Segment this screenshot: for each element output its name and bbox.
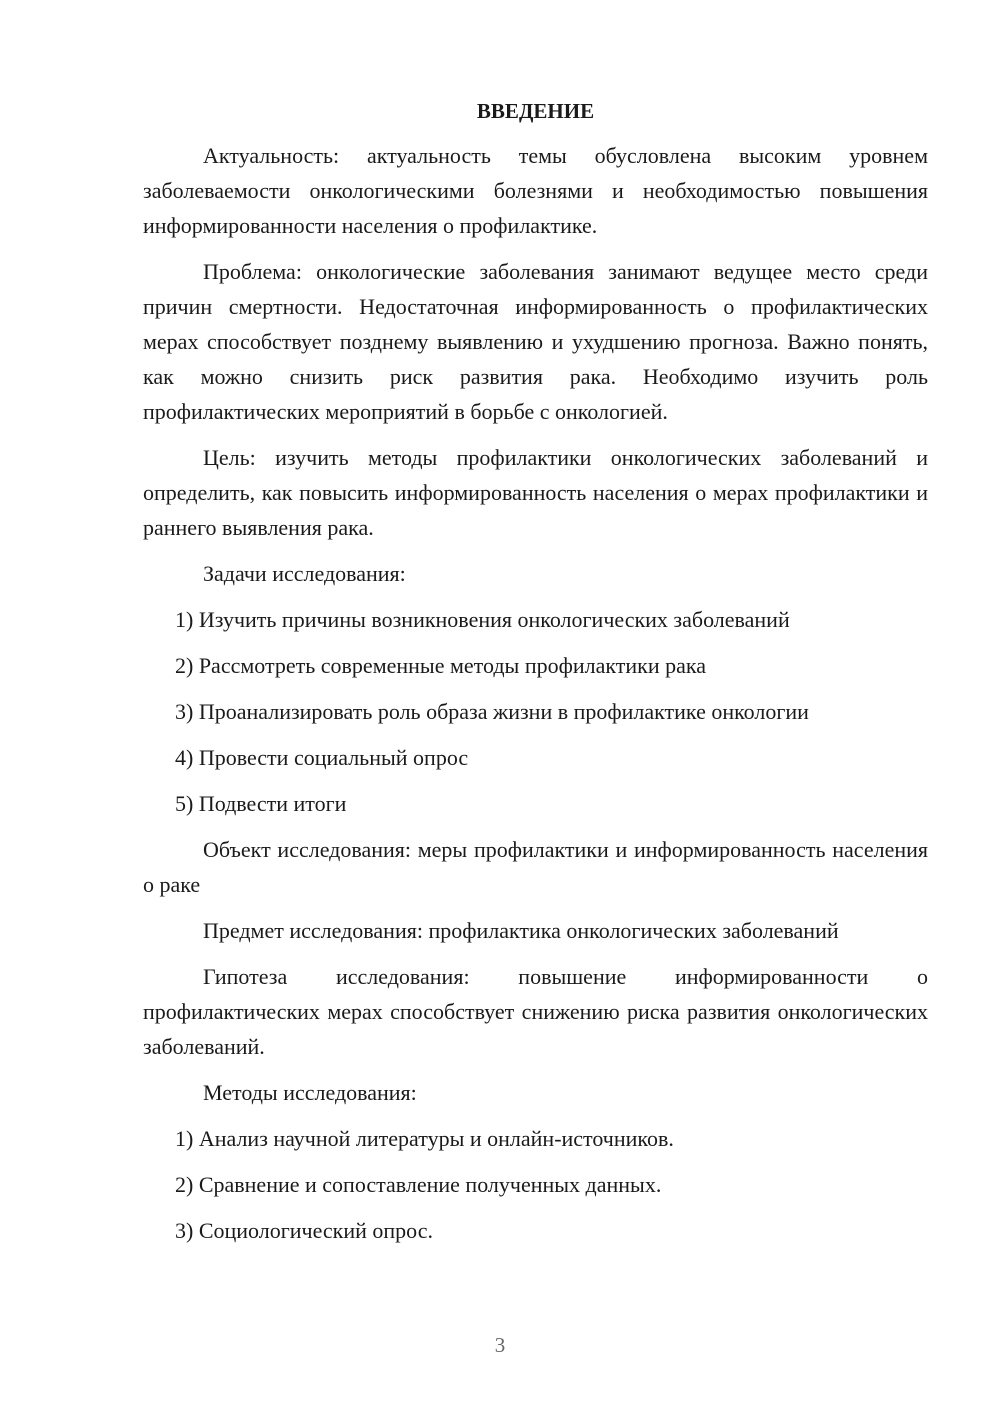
object-paragraph: Объект исследования: меры профилактики и информированность населения о раке <box>143 837 928 897</box>
problem-paragraph: Проблема: онкологические заболевания занимают ведущее место среди причин смертности. Недостаточная информированность о профилактических мерах способствует позднему выявлению и ухудшению прогноза. Важно понять, как можно снизить риск развития рака. Необходимо изучить роль профилактических мероприятий в борьбе с онкологией. <box>143 259 928 424</box>
document-page <box>143 96 928 1259</box>
list-item: 5) Подвести итоги <box>175 791 347 816</box>
relevance-paragraph: Актуальность: актуальность темы обусловлена высоким уровнем заболеваемости онкологическими болезнями и необходимостью повышения информированности населения о профилактике. <box>143 143 928 238</box>
section-title: ВВЕДЕНИЕ <box>476 99 595 123</box>
list-item: 2) Сравнение и сопоставление полученных данных. <box>175 1172 662 1197</box>
list-item: 2) Рассмотреть современные методы профилактики рака <box>175 653 707 678</box>
list-item: 4) Провести социальный опрос <box>175 745 469 770</box>
tasks-list <box>143 602 928 821</box>
page-number: 3 <box>494 1333 506 1357</box>
goal-paragraph: Цель: изучить методы профилактики онкологических заболеваний и определить, как повысить информированность населения о мерах профилактики и раннего выявления рака. <box>143 445 928 540</box>
list-item: 1) Изучить причины возникновения онкологических заболеваний <box>175 607 790 632</box>
list-item: 3) Проанализировать роль образа жизни в профилактике онкологии <box>175 699 809 724</box>
methods-label: Методы исследования: <box>203 1080 417 1105</box>
list-item: 1) Анализ научной литературы и онлайн-источников. <box>175 1126 674 1151</box>
methods-list <box>143 1121 928 1248</box>
hypothesis-paragraph: Гипотеза исследования: повышение информированности о профилактических мерах способствует снижению риска развития онкологических заболеваний. <box>143 964 928 1059</box>
subject-paragraph: Предмет исследования: профилактика онкологических заболеваний <box>203 918 839 943</box>
tasks-label: Задачи исследования: <box>203 561 406 586</box>
list-item: 3) Социологический опрос. <box>175 1218 433 1243</box>
